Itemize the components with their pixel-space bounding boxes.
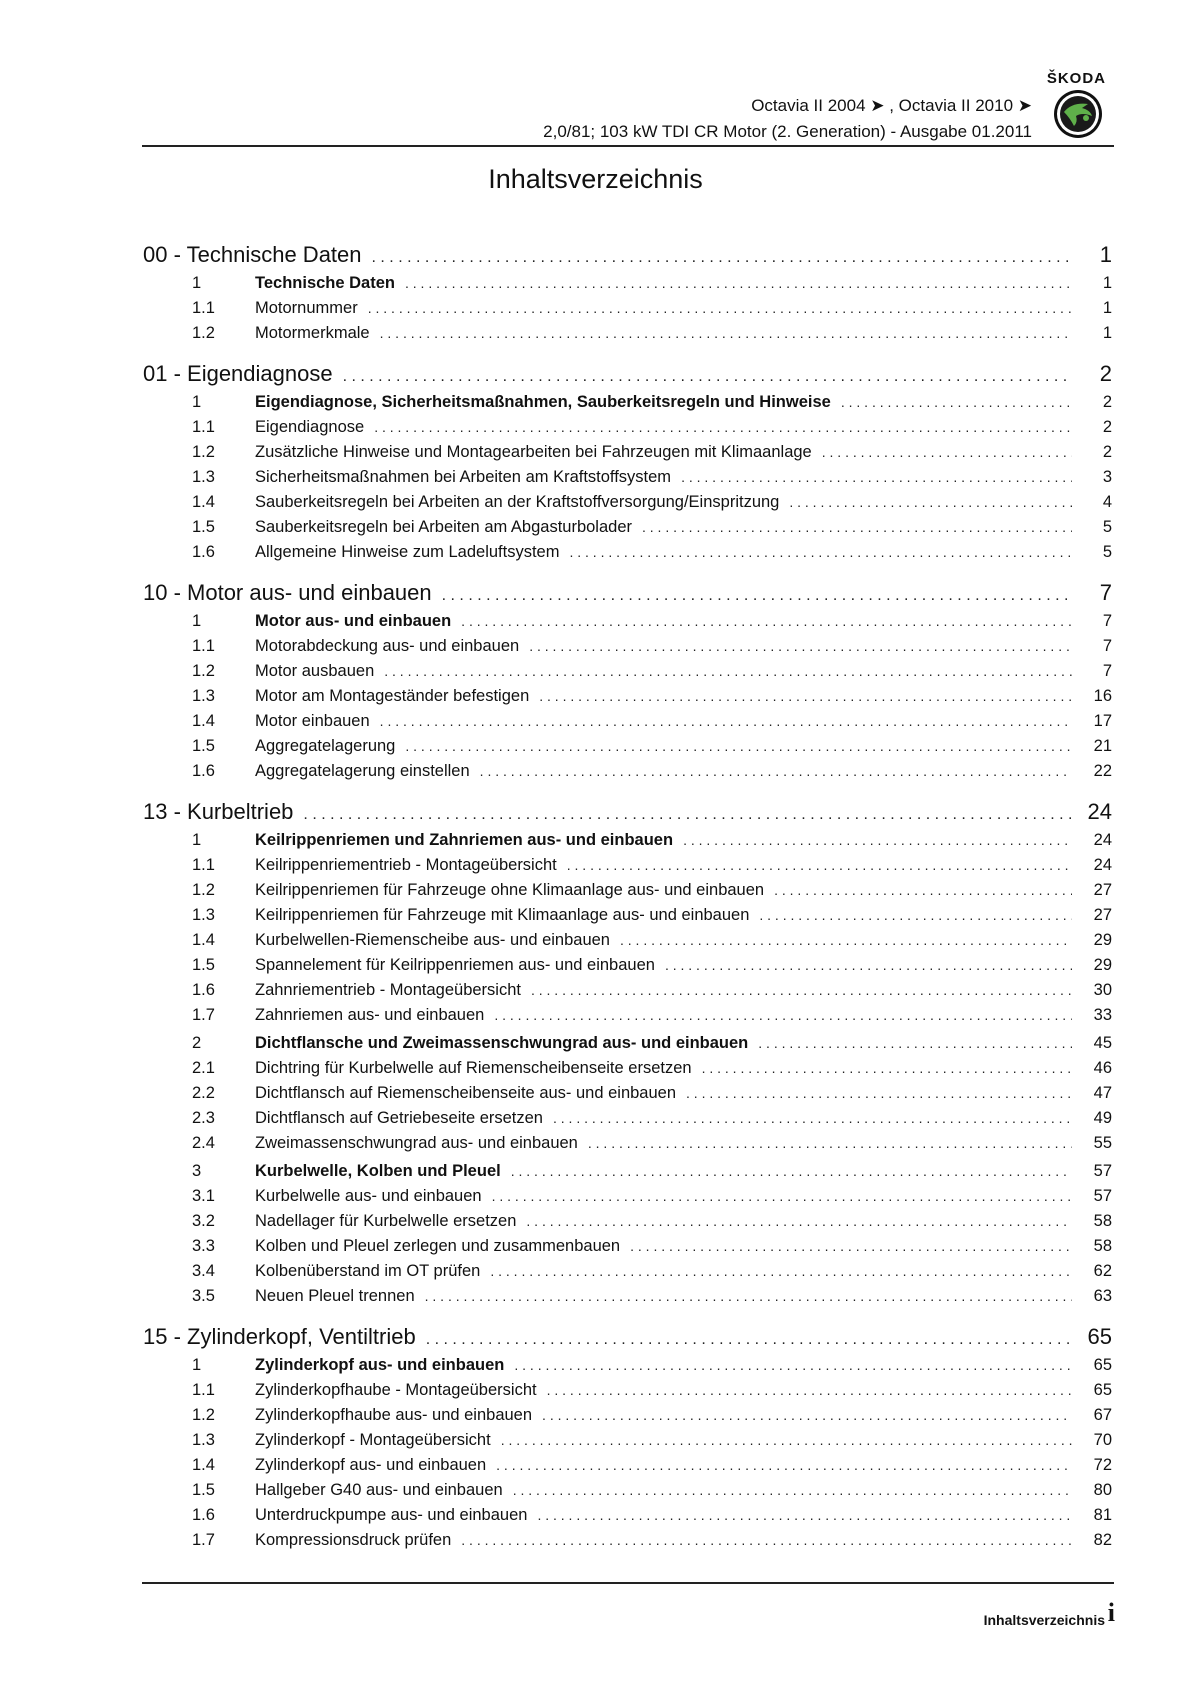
toc-chapter-page: 2 <box>1099 361 1112 386</box>
toc-chapter-title: 01 - Eigendiagnose <box>143 361 333 386</box>
toc-entry-title: Kurbelwellen-Riemenscheibe aus- und einbauen <box>255 931 610 949</box>
toc-chapter-title: 13 - Kurbeltrieb <box>143 799 294 824</box>
toc-entry-number: 1.3 <box>192 1431 215 1449</box>
toc-entry[interactable] <box>143 662 1112 687</box>
toc-entry[interactable] <box>143 418 1112 443</box>
toc-entry-page: 7 <box>1102 662 1112 680</box>
toc-entry-title: Zylinderkopf aus- und einbauen <box>255 1456 487 1474</box>
toc-entry-page: 24 <box>1093 831 1112 849</box>
toc-entry-number: 1.2 <box>192 1406 215 1424</box>
toc-entry-page: 82 <box>1093 1531 1112 1549</box>
toc-entry-number: 1.4 <box>192 931 215 949</box>
toc-entry-title: Eigendiagnose <box>255 418 365 436</box>
toc-entry-title: Kompressionsdruck prüfen <box>255 1531 452 1549</box>
toc-entry-title: Kolbenüberstand im OT prüfen <box>255 1262 481 1280</box>
toc-entry-title: Motor einbauen <box>255 712 370 730</box>
brand-name: ŠKODA <box>1046 70 1106 87</box>
toc-entry-number: 1.5 <box>192 956 215 974</box>
toc-entry-page: 3 <box>1102 468 1112 486</box>
toc-entry-number: 1.4 <box>192 1456 215 1474</box>
toc-entry-title: Zylinderkopfhaube - Montageübersicht <box>255 1381 537 1399</box>
toc-entry-number: 1 <box>192 831 202 849</box>
toc-entry[interactable] <box>143 712 1112 737</box>
toc-entry[interactable] <box>143 493 1112 518</box>
toc-leader <box>531 982 1072 998</box>
toc-leader <box>702 1060 1072 1076</box>
toc-entry-title: Zylinderkopfhaube aus- und einbauen <box>255 1406 533 1424</box>
toc-entry[interactable] <box>143 956 1112 981</box>
header-engine-line: 2,0/81; 103 kW TDI CR Motor (2. Generation) - Ausgabe 01.2011 <box>543 122 1032 141</box>
toc-leader <box>539 688 1072 704</box>
toc-entry[interactable] <box>143 1006 1112 1031</box>
toc-entry-page: 81 <box>1093 1506 1112 1524</box>
toc-entry[interactable] <box>143 1212 1112 1237</box>
toc-entry-page: 17 <box>1093 712 1112 730</box>
toc-entry-title: Neuen Pleuel trennen <box>255 1287 415 1305</box>
toc-entry-number: 1.1 <box>192 299 215 317</box>
toc-leader <box>630 1238 1072 1254</box>
toc-entry[interactable] <box>143 1287 1112 1312</box>
toc-leader <box>461 613 1072 629</box>
toc-entry-page: 16 <box>1093 687 1112 705</box>
toc-entry-title: Dichtflansche und Zweimassenschwungrad aus- und einbauen <box>255 1034 749 1052</box>
toc-entry-page: 29 <box>1093 931 1112 949</box>
toc-chapter[interactable] <box>143 361 1112 393</box>
toc-entry-title: Eigendiagnose, Sicherheitsmaßnahmen, Sauberkeitsregeln und Hinweise <box>255 393 831 411</box>
toc-leader <box>405 738 1072 754</box>
toc-entry-page: 65 <box>1093 1356 1112 1374</box>
toc-leader <box>686 1085 1072 1101</box>
toc-entry-number: 1.5 <box>192 518 215 536</box>
toc-leader <box>380 325 1072 341</box>
toc-entry-page: 29 <box>1093 956 1112 974</box>
toc-leader <box>501 1432 1072 1448</box>
toc-leader <box>529 638 1072 654</box>
toc-entry[interactable] <box>143 1059 1112 1084</box>
toc-entry[interactable] <box>143 1431 1112 1456</box>
toc-entry[interactable] <box>143 274 1112 299</box>
toc-entry-number: 1.3 <box>192 468 215 486</box>
toc-entry-page: 5 <box>1102 543 1112 561</box>
toc-entry[interactable] <box>143 324 1112 349</box>
toc-entry-number: 1.2 <box>192 324 215 342</box>
toc-entry-page: 72 <box>1093 1456 1112 1474</box>
toc-entry-page: 47 <box>1093 1084 1112 1102</box>
toc-entry-page: 49 <box>1093 1109 1112 1127</box>
toc-leader <box>425 1288 1072 1304</box>
toc-entry-number: 1.6 <box>192 981 215 999</box>
toc-entry-page: 57 <box>1093 1187 1112 1205</box>
toc-entry-title: Motor aus- und einbauen <box>255 612 452 630</box>
toc-chapter-title: 15 - Zylinderkopf, Ventiltrieb <box>143 1324 416 1349</box>
toc-leader <box>384 663 1072 679</box>
toc-leader <box>372 249 1072 267</box>
toc-entry-page: 5 <box>1102 518 1112 536</box>
toc-entry-title: Motornummer <box>255 299 358 317</box>
skoda-logo-icon <box>1052 88 1104 140</box>
toc-entry-title: Technische Daten <box>255 274 395 292</box>
toc-entry-title: Keilrippenriemen für Fahrzeuge mit Klimaanlage aus- und einbauen <box>255 906 750 924</box>
toc-entry-number: 3.4 <box>192 1262 215 1280</box>
toc-entry[interactable] <box>143 518 1112 543</box>
toc-entry-page: 58 <box>1093 1237 1112 1255</box>
toc-entry-page: 65 <box>1093 1381 1112 1399</box>
toc-entry[interactable] <box>143 1109 1112 1134</box>
toc-leader <box>569 544 1072 560</box>
toc-chapter[interactable] <box>143 799 1112 831</box>
toc-leader <box>567 857 1072 873</box>
toc-entry-page: 2 <box>1102 393 1112 411</box>
toc-entry-number: 3.2 <box>192 1212 215 1230</box>
toc-entry-number: 3.3 <box>192 1237 215 1255</box>
toc-entry-title: Keilrippenriemen und Zahnriemen aus- und einbauen <box>255 831 674 849</box>
toc-entry-number: 1.7 <box>192 1531 215 1549</box>
toc-leader <box>841 394 1072 410</box>
toc-entry-title: Zahnriementrieb - Montageübersicht <box>255 981 521 999</box>
toc-entry-title: Spannelement für Keilrippenriemen aus- und einbauen <box>255 956 655 974</box>
page-title: Inhaltsverzeichnis <box>488 164 703 194</box>
toc-entry[interactable] <box>143 1162 1112 1187</box>
toc-entry-page: 1 <box>1102 274 1112 292</box>
toc-entry-number: 1.1 <box>192 637 215 655</box>
toc-entry-number: 1.6 <box>192 762 215 780</box>
toc-entry-number: 2.4 <box>192 1134 215 1152</box>
toc-entry-title: Zylinderkopf aus- und einbauen <box>255 1356 505 1374</box>
toc-entry-page: 4 <box>1102 493 1112 511</box>
toc-entry[interactable] <box>143 1406 1112 1431</box>
page-header <box>142 70 1114 144</box>
toc-entry-title: Unterdruckpumpe aus- und einbauen <box>255 1506 528 1524</box>
toc-entry-title: Sicherheitsmaßnahmen bei Arbeiten am Kraftstoffsystem <box>255 468 672 486</box>
toc-entry-page: 7 <box>1102 637 1112 655</box>
toc-leader <box>442 587 1072 605</box>
toc-entry-title: Aggregatelagerung <box>255 737 396 755</box>
toc-entry-number: 1.2 <box>192 881 215 899</box>
toc-leader <box>642 519 1072 535</box>
toc-leader <box>426 1331 1072 1349</box>
toc-entry-title: Motormerkmale <box>255 324 370 342</box>
toc-entry-page: 62 <box>1093 1262 1112 1280</box>
toc-entry[interactable] <box>143 981 1112 1006</box>
toc-entry-title: Zusätzliche Hinweise und Montagearbeiten bei Fahrzeugen mit Klimaanlage <box>255 443 812 461</box>
toc-leader <box>526 1213 1072 1229</box>
toc-entry-page: 30 <box>1093 981 1112 999</box>
toc-entry-page: 70 <box>1093 1431 1112 1449</box>
toc-entry[interactable] <box>143 1481 1112 1506</box>
toc-chapter-page: 7 <box>1099 580 1112 605</box>
toc-entry[interactable] <box>143 1237 1112 1262</box>
toc-entry-page: 63 <box>1093 1287 1112 1305</box>
table-of-contents <box>143 230 1112 1556</box>
toc-entry-number: 1.6 <box>192 543 215 561</box>
toc-entry-page: 33 <box>1093 1006 1112 1024</box>
toc-entry[interactable] <box>143 831 1112 856</box>
toc-entry-number: 1.3 <box>192 906 215 924</box>
toc-leader <box>511 1163 1072 1179</box>
toc-entry-number: 1.1 <box>192 856 215 874</box>
toc-entry-number: 1 <box>192 1356 202 1374</box>
toc-chapter-page: 1 <box>1099 242 1112 267</box>
toc-entry[interactable] <box>143 931 1112 956</box>
toc-leader <box>542 1407 1072 1423</box>
toc-entry[interactable] <box>143 1356 1112 1381</box>
toc-leader <box>822 444 1072 460</box>
toc-entry[interactable] <box>143 1456 1112 1481</box>
toc-entry[interactable] <box>143 1134 1112 1159</box>
toc-entry[interactable] <box>143 737 1112 762</box>
toc-entry-title: Motor am Montageständer befestigen <box>255 687 530 705</box>
toc-leader <box>461 1532 1072 1548</box>
toc-leader <box>588 1135 1072 1151</box>
toc-entry-page: 27 <box>1093 881 1112 899</box>
toc-leader <box>494 1007 1072 1023</box>
toc-leader <box>759 907 1072 923</box>
toc-entry[interactable] <box>143 1187 1112 1212</box>
toc-entry-page: 27 <box>1093 906 1112 924</box>
toc-entry-page: 58 <box>1093 1212 1112 1230</box>
toc-entry[interactable] <box>143 762 1112 787</box>
toc-entry-number: 2.2 <box>192 1084 215 1102</box>
toc-leader <box>303 806 1072 824</box>
toc-leader <box>490 1263 1072 1279</box>
toc-entry-title: Kurbelwelle, Kolben und Pleuel <box>255 1162 501 1180</box>
toc-leader <box>774 882 1072 898</box>
toc-entry-page: 7 <box>1102 612 1112 630</box>
toc-entry[interactable] <box>143 1262 1112 1287</box>
toc-entry[interactable] <box>143 1084 1112 1109</box>
toc-entry-title: Zylinderkopf - Montageübersicht <box>255 1431 491 1449</box>
toc-entry-number: 1.4 <box>192 712 215 730</box>
toc-entry-title: Motorabdeckung aus- und einbauen <box>255 637 520 655</box>
toc-entry-page: 1 <box>1102 299 1112 317</box>
toc-entry[interactable] <box>143 612 1112 637</box>
toc-entry-page: 67 <box>1093 1406 1112 1424</box>
toc-leader <box>343 368 1072 386</box>
toc-entry[interactable] <box>143 393 1112 418</box>
toc-entry-number: 1.7 <box>192 1006 215 1024</box>
toc-entry-page: 55 <box>1093 1134 1112 1152</box>
toc-entry[interactable] <box>143 468 1112 493</box>
toc-entry-title: Dichtflansch auf Getriebeseite ersetzen <box>255 1109 543 1127</box>
header-model-line: Octavia II 2004 ➤ , Octavia II 2010 ➤ <box>751 96 1032 115</box>
toc-entry-number: 1.6 <box>192 1506 215 1524</box>
toc-chapter-page: 65 <box>1087 1324 1112 1349</box>
toc-entry-title: Allgemeine Hinweise zum Ladeluftsystem <box>255 543 560 561</box>
toc-chapter[interactable] <box>143 580 1112 612</box>
toc-entry-number: 2.3 <box>192 1109 215 1127</box>
toc-entry-number: 2.1 <box>192 1059 215 1077</box>
toc-entry-title: Aggregatelagerung einstellen <box>255 762 470 780</box>
toc-chapter-page: 24 <box>1087 799 1112 824</box>
toc-leader <box>513 1482 1072 1498</box>
toc-entry-page: 57 <box>1093 1162 1112 1180</box>
toc-entry-page: 22 <box>1093 762 1112 780</box>
toc-entry-title: Hallgeber G40 aus- und einbauen <box>255 1481 503 1499</box>
toc-entry-title: Nadellager für Kurbelwelle ersetzen <box>255 1212 517 1230</box>
toc-leader <box>405 275 1072 291</box>
toc-leader <box>514 1357 1072 1373</box>
toc-leader <box>553 1110 1072 1126</box>
toc-entry[interactable] <box>143 299 1112 324</box>
toc-entry-number: 1 <box>192 393 202 411</box>
toc-leader <box>496 1457 1072 1473</box>
toc-entry-title: Zahnriemen aus- und einbauen <box>255 1006 485 1024</box>
toc-leader <box>665 957 1072 973</box>
toc-leader <box>681 469 1072 485</box>
toc-chapter-title: 10 - Motor aus- und einbauen <box>143 580 432 605</box>
toc-entry[interactable] <box>143 1381 1112 1406</box>
toc-entry-title: Kolben und Pleuel zerlegen und zusammenbauen <box>255 1237 621 1255</box>
toc-leader <box>683 832 1072 848</box>
toc-entry-number: 3 <box>192 1162 202 1180</box>
toc-leader <box>789 494 1072 510</box>
toc-entry-title: Sauberkeitsregeln bei Arbeiten am Abgasturbolader <box>255 518 632 536</box>
footer-page-number: i <box>1107 1598 1115 1627</box>
toc-entry[interactable] <box>143 637 1112 662</box>
toc-chapter[interactable] <box>143 1324 1112 1356</box>
toc-entry-number: 1.3 <box>192 687 215 705</box>
toc-leader <box>480 763 1072 779</box>
footer-divider <box>142 1582 1114 1584</box>
toc-entry-number: 1.1 <box>192 1381 215 1399</box>
toc-entry-page: 80 <box>1093 1481 1112 1499</box>
toc-entry-title: Zweimassenschwungrad aus- und einbauen <box>255 1134 578 1152</box>
toc-entry-title: Keilrippenriementrieb - Montageübersicht <box>255 856 557 874</box>
toc-entry-title: Sauberkeitsregeln bei Arbeiten an der Kraftstoffversorgung/Einspritzung <box>255 493 780 511</box>
toc-leader <box>758 1035 1072 1051</box>
toc-entry-page: 1 <box>1102 324 1112 342</box>
toc-leader <box>620 932 1072 948</box>
toc-leader <box>380 713 1072 729</box>
toc-entry-number: 1.5 <box>192 1481 215 1499</box>
toc-entry[interactable] <box>143 443 1112 468</box>
toc-entry-title: Keilrippenriemen für Fahrzeuge ohne Klimaanlage aus- und einbauen <box>255 881 765 899</box>
toc-chapter[interactable] <box>143 242 1112 274</box>
toc-chapter-title: 00 - Technische Daten <box>143 242 362 267</box>
toc-entry-title: Dichtring für Kurbelwelle auf Riemenscheibenseite ersetzen <box>255 1059 692 1077</box>
toc-entry-page: 21 <box>1093 737 1112 755</box>
footer-label: Inhaltsverzeichnis <box>983 1612 1105 1628</box>
toc-entry-title: Kurbelwelle aus- und einbauen <box>255 1187 482 1205</box>
toc-entry-number: 3.1 <box>192 1187 215 1205</box>
toc-entry-page: 46 <box>1093 1059 1112 1077</box>
toc-entry[interactable] <box>143 856 1112 881</box>
toc-entry-number: 1.2 <box>192 443 215 461</box>
toc-entry-number: 2 <box>192 1034 202 1052</box>
toc-entry-page: 24 <box>1093 856 1112 874</box>
toc-entry[interactable] <box>143 543 1112 568</box>
toc-entry[interactable] <box>143 906 1112 931</box>
toc-leader <box>374 419 1072 435</box>
toc-entry-number: 1.2 <box>192 662 215 680</box>
toc-leader <box>537 1507 1072 1523</box>
toc-leader <box>547 1382 1072 1398</box>
toc-entry-number: 1.5 <box>192 737 215 755</box>
toc-leader <box>368 300 1072 316</box>
toc-entry[interactable] <box>143 1531 1112 1556</box>
toc-leader <box>492 1188 1072 1204</box>
toc-entry-page: 2 <box>1102 418 1112 436</box>
toc-entry-title: Motor ausbauen <box>255 662 375 680</box>
toc-entry[interactable] <box>143 687 1112 712</box>
toc-entry-number: 1.4 <box>192 493 215 511</box>
toc-entry[interactable] <box>143 881 1112 906</box>
toc-entry-number: 1 <box>192 612 202 630</box>
toc-entry[interactable] <box>143 1034 1112 1059</box>
toc-entry-page: 45 <box>1093 1034 1112 1052</box>
header-divider <box>142 145 1114 147</box>
toc-entry-number: 3.5 <box>192 1287 215 1305</box>
toc-entry-number: 1.1 <box>192 418 215 436</box>
toc-entry-page: 2 <box>1102 443 1112 461</box>
toc-entry-number: 1 <box>192 274 202 292</box>
toc-entry-title: Dichtflansch auf Riemenscheibenseite aus- und einbauen <box>255 1084 677 1102</box>
toc-entry[interactable] <box>143 1506 1112 1531</box>
